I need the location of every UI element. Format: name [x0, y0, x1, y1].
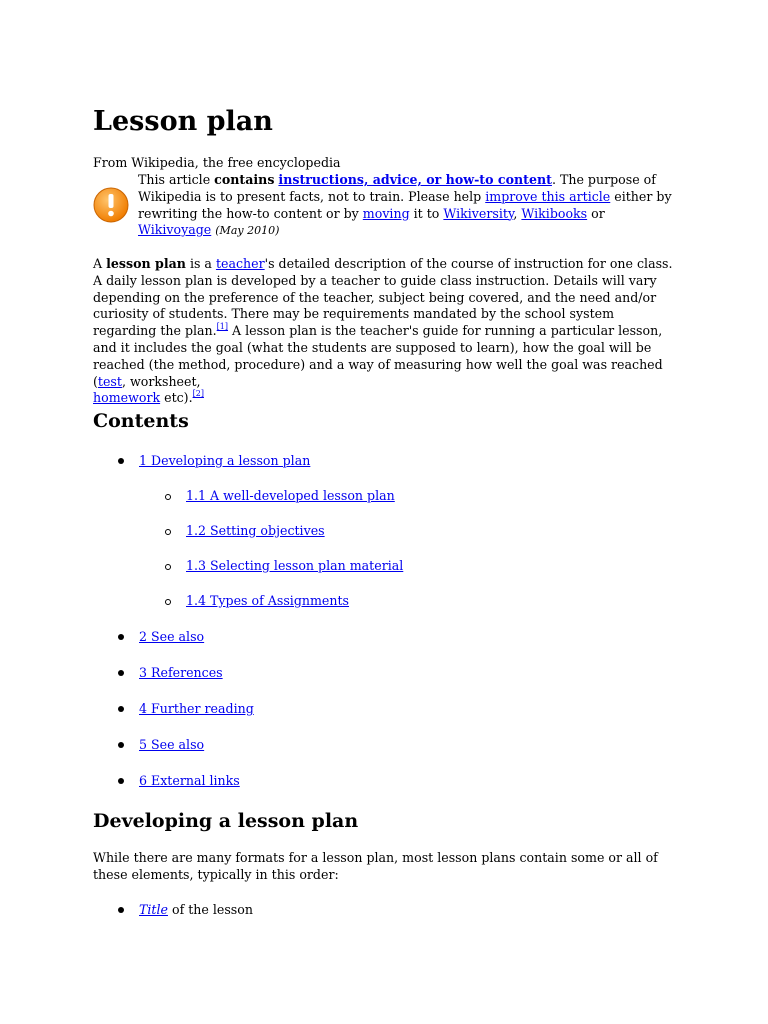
- toc-item-5[interactable]: 5 See also: [139, 737, 205, 752]
- list-bullet: [118, 634, 124, 640]
- intro-bold: lesson plan: [106, 256, 186, 271]
- wikibooks-link[interactable]: Wikibooks: [521, 205, 588, 221]
- notice-text-3: either by rewriting the how-to content or by: [138, 188, 672, 221]
- notice-or: or: [587, 205, 605, 221]
- moving-link[interactable]: moving: [362, 205, 410, 221]
- section-paragraph: While there are many formats for a lesson plan, most lesson plans contain some or all of these elements, typically in this order:: [93, 850, 658, 882]
- list-circle: [165, 494, 171, 500]
- notice-text-4: it to: [409, 205, 444, 221]
- intro-text-6: etc).: [160, 390, 193, 406]
- toc-item-4[interactable]: 4 Further reading: [139, 701, 254, 716]
- intro-text-3: 's detailed description of the course of instruction for one class. A daily lesson plan is developed by a teacher to guide class instruction. Details will vary depending on the preference of the teacher, subject being covered, and the need and/or curiosity of students. There may be requirements mandated by the school system regarding the plan.: [93, 256, 673, 339]
- intro-paragraph: [93, 256, 678, 407]
- notice-bold: contains: [214, 172, 275, 187]
- list-item: [139, 902, 253, 918]
- reference-2-link[interactable]: [2]: [192, 389, 204, 399]
- list-circle: [165, 564, 171, 570]
- notice-text-1: This article: [138, 172, 215, 187]
- toc-item-2[interactable]: 2 See also: [139, 629, 205, 644]
- list-bullet: [118, 458, 124, 464]
- toc-item-1-3[interactable]: 1.3 Selecting lesson plan material: [186, 558, 404, 573]
- improve-article-link[interactable]: improve this article: [485, 188, 611, 204]
- page-title: Lesson plan: [93, 106, 273, 137]
- list-bullet: [118, 670, 124, 676]
- instructions-link[interactable]: instructions, advice, or how-to content: [278, 172, 552, 187]
- toc-item-1[interactable]: 1 Developing a lesson plan: [139, 453, 311, 468]
- homework-link[interactable]: homework: [93, 390, 161, 406]
- toc-item-1-2[interactable]: 1.2 Setting objectives: [186, 523, 325, 538]
- reference-1-link[interactable]: [1]: [216, 322, 229, 332]
- notice-comma: ,: [513, 205, 522, 221]
- list-bullet: [118, 907, 124, 913]
- contents-heading: Contents: [93, 410, 189, 432]
- site-subtitle: From Wikipedia, the free encyclopedia: [93, 155, 341, 170]
- title-link[interactable]: Title: [139, 902, 168, 917]
- intro-text-1: A: [93, 256, 107, 271]
- list-circle: [165, 529, 171, 535]
- intro-text-2: is a: [185, 256, 216, 271]
- test-link[interactable]: test: [97, 373, 122, 389]
- section-heading: Developing a lesson plan: [93, 810, 359, 832]
- list-bullet: [118, 706, 124, 712]
- notice-date: (May 2010): [215, 224, 280, 238]
- intro-text-4: A lesson plan is the teacher's guide for running a particular lesson, and it includes the goal (what the students are supposed to learn), how the goal will be reached (the method, procedure) and a way of measuring how well the goal was reached (: [93, 323, 663, 389]
- toc-item-1-1[interactable]: 1.1 A well-developed lesson plan: [186, 488, 395, 503]
- intro-text-5: , worksheet,: [121, 373, 201, 389]
- teacher-link[interactable]: teacher: [215, 256, 265, 271]
- toc-item-6[interactable]: 6 External links: [139, 773, 240, 788]
- toc-item-3[interactable]: 3 References: [139, 665, 223, 680]
- list-circle: [165, 599, 171, 605]
- wikiversity-link[interactable]: Wikiversity: [443, 205, 514, 221]
- list-bullet: [118, 778, 124, 784]
- notice-text-2: . The purpose of Wikipedia is to present facts, not to train. Please help: [138, 172, 656, 204]
- exclamation-icon: [93, 187, 129, 223]
- wikivoyage-link[interactable]: Wikivoyage: [138, 222, 212, 238]
- list-item-text: of the lesson: [167, 902, 253, 917]
- notice-text: [138, 172, 678, 240]
- toc-item-1-4[interactable]: 1.4 Types of Assignments: [186, 593, 350, 608]
- list-bullet: [118, 742, 124, 748]
